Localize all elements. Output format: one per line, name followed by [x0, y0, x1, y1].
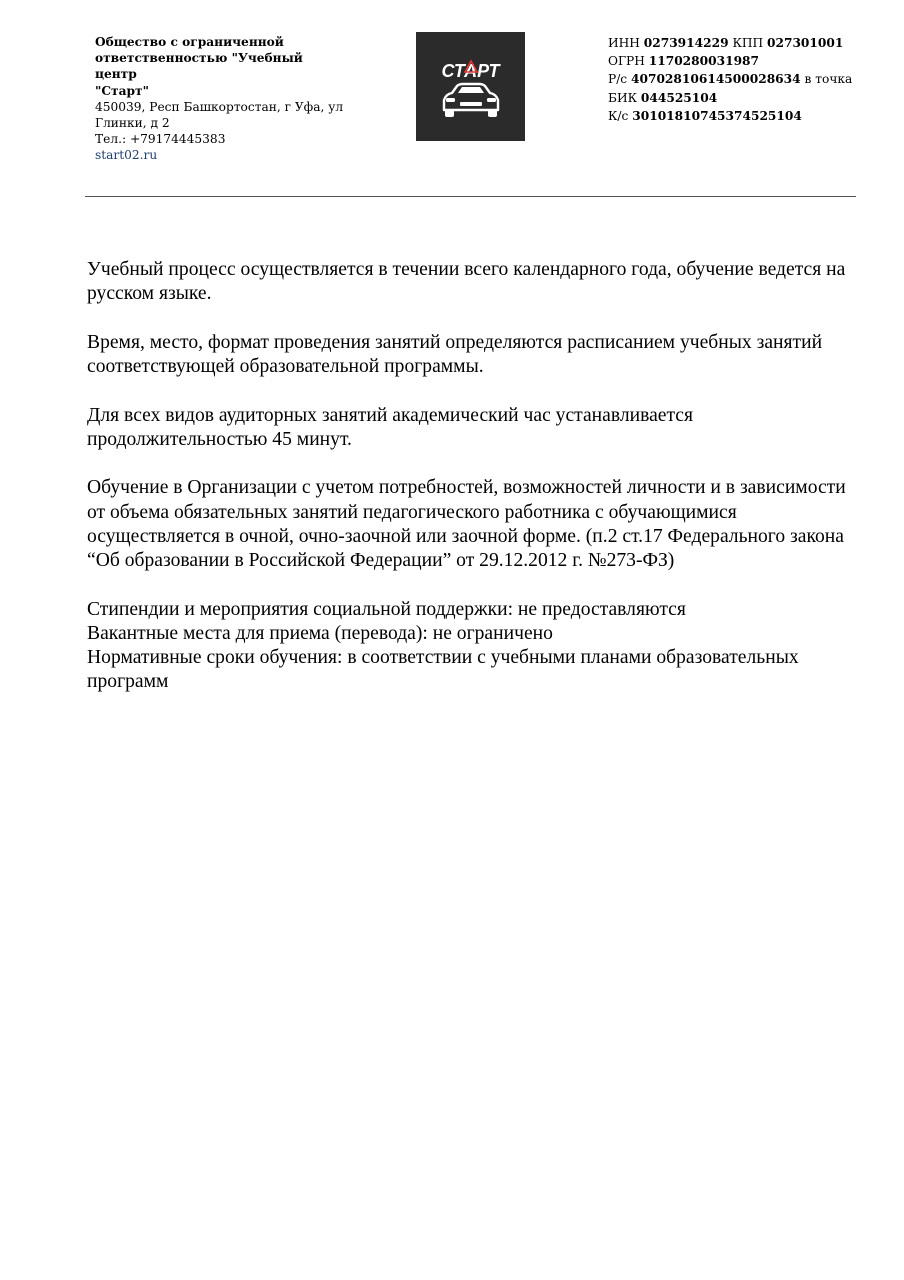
- rs-bank: в точка: [800, 72, 853, 87]
- company-logo: [416, 32, 525, 141]
- org-name-line1: Общество с ограниченной: [95, 35, 284, 49]
- logo-text: СТАРТ: [441, 61, 500, 81]
- paragraph-time-place: Время, место, формат проведения занятий определяются расписанием учебных занятий соответствующей образовательной программы.: [87, 331, 823, 377]
- organization-info: [95, 34, 345, 164]
- document-body: [87, 258, 867, 694]
- inn-kpp-row: [608, 34, 868, 52]
- org-address-line1: 450039, Респ Башкортостан, г Уфа, ул: [95, 99, 344, 114]
- car-icon: [444, 84, 498, 117]
- requisites-block: [608, 34, 868, 125]
- ks-row: [608, 107, 868, 125]
- org-phone: Тел.: +79174445383: [95, 132, 226, 147]
- org-name-line2: ответственностью "Учебный центр: [95, 51, 303, 82]
- org-name-line3: "Старт": [95, 83, 149, 98]
- inn-value: 0273914229: [643, 36, 729, 50]
- kpp-label: КПП: [728, 36, 768, 50]
- ogrn-row: [608, 52, 868, 70]
- header-divider: [85, 196, 856, 197]
- paragraph-schedule-year: Учебный процесс осуществляется в течении всего календарного года, обучение ведется на русском языке.: [87, 259, 846, 305]
- ogrn-label: ОГРН: [608, 54, 649, 69]
- bik-row: [608, 89, 868, 107]
- org-website-link[interactable]: start02.ru: [95, 148, 158, 163]
- ks-label: К/с: [608, 108, 633, 123]
- rs-label: Р/с: [608, 72, 632, 87]
- paragraph-academic-hour: Для всех видов аудиторных занятий академический час устанавливается продолжительностью 45 минут.: [87, 404, 694, 450]
- inn-label: ИНН: [608, 36, 644, 50]
- org-address-line2: Глинки, д 2: [95, 116, 170, 131]
- vacancies-line: Вакантные места для приема (перевода): не ограничено: [87, 622, 553, 644]
- study-terms-line: Нормативные сроки обучения: в соответствии с учебными планами образовательных программ: [87, 647, 799, 693]
- bik-value: 044525104: [640, 90, 718, 105]
- ks-value: 30101810745374525104: [632, 108, 802, 123]
- kpp-value: 027301001: [767, 36, 844, 50]
- rs-value: 40702810614500028634: [631, 72, 801, 87]
- logo-graphic: [416, 32, 525, 141]
- paragraph-forms-of-study: Обучение в Организации с учетом потребностей, возможностей личности и в зависимости от объема обязательных занятий педагогического работника с обучающимися осуществляется в очной, очно-заочной или заочной форме. (п.2 ст.17 Федерального закона “Об образовании в Российской Федерации” от 29.12.2012 г. №273-ФЗ): [87, 477, 846, 571]
- scholarships-line: Стипендии и мероприятия социальной поддержки: не предоставляются: [87, 598, 686, 620]
- ogrn-value: 1170280031987: [648, 54, 760, 69]
- bik-label: БИК: [608, 90, 641, 105]
- rs-row: [608, 70, 868, 88]
